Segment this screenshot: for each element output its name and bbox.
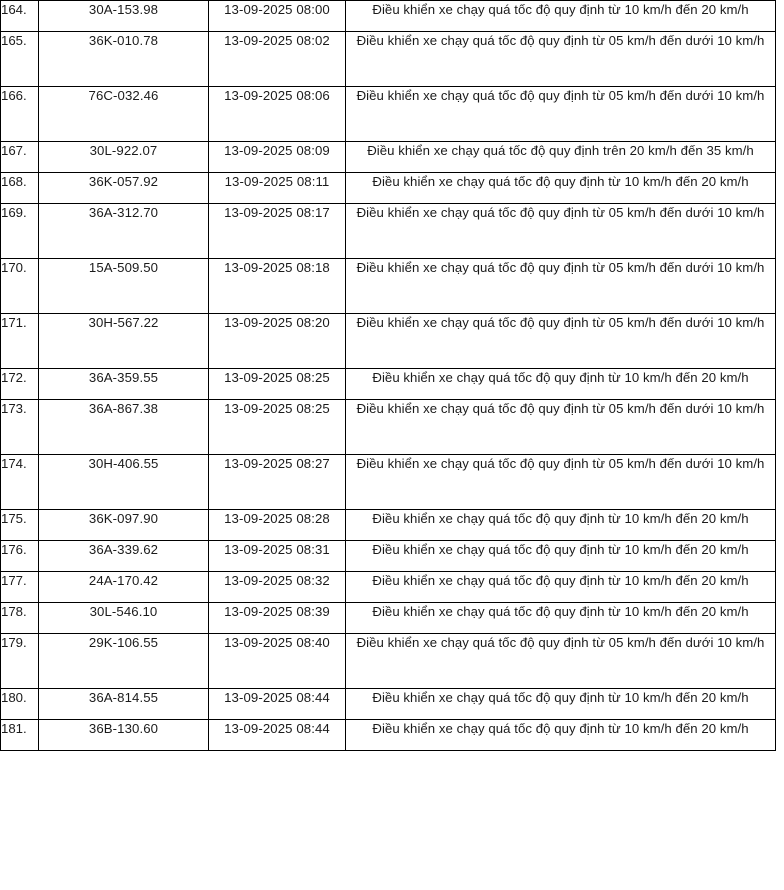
violation-description-cell: Điều khiển xe chạy quá tốc độ quy định từ 05 km/h đến dưới 10 km/h (346, 87, 776, 142)
violation-datetime-cell: 13-09-2025 08:06 (209, 87, 346, 142)
violation-datetime-cell: 13-09-2025 08:20 (209, 314, 346, 369)
violation-datetime-cell: 13-09-2025 08:25 (209, 400, 346, 455)
table-row (1, 369, 776, 400)
license-plate-cell: 36B-130.60 (39, 720, 209, 751)
row-index-cell: 166. (1, 87, 39, 142)
license-plate-cell: 36A-312.70 (39, 204, 209, 259)
license-plate-cell: 36K-010.78 (39, 32, 209, 87)
violation-description-cell: Điều khiển xe chạy quá tốc độ quy định từ 10 km/h đến 20 km/h (346, 572, 776, 603)
violation-description-cell: Điều khiển xe chạy quá tốc độ quy định trên 20 km/h đến 35 km/h (346, 142, 776, 173)
license-plate-cell: 30H-567.22 (39, 314, 209, 369)
row-index-cell: 171. (1, 314, 39, 369)
license-plate-cell: 30L-546.10 (39, 603, 209, 634)
license-plate-cell: 30A-153.98 (39, 1, 209, 32)
table-row (1, 400, 776, 455)
violation-description-cell: Điều khiển xe chạy quá tốc độ quy định từ 05 km/h đến dưới 10 km/h (346, 259, 776, 314)
row-index-cell: 181. (1, 720, 39, 751)
violation-description-cell: Điều khiển xe chạy quá tốc độ quy định từ 10 km/h đến 20 km/h (346, 369, 776, 400)
violation-datetime-cell: 13-09-2025 08:11 (209, 173, 346, 204)
row-index-cell: 178. (1, 603, 39, 634)
row-index-cell: 179. (1, 634, 39, 689)
license-plate-cell: 29K-106.55 (39, 634, 209, 689)
table-row (1, 314, 776, 369)
violation-description-cell: Điều khiển xe chạy quá tốc độ quy định từ 10 km/h đến 20 km/h (346, 603, 776, 634)
license-plate-cell: 36K-057.92 (39, 173, 209, 204)
license-plate-cell: 76C-032.46 (39, 87, 209, 142)
table-row (1, 32, 776, 87)
license-plate-cell: 30H-406.55 (39, 455, 209, 510)
violation-description-cell: Điều khiển xe chạy quá tốc độ quy định từ 05 km/h đến dưới 10 km/h (346, 204, 776, 259)
table-row (1, 541, 776, 572)
table-row (1, 259, 776, 314)
row-index-cell: 172. (1, 369, 39, 400)
license-plate-cell: 15A-509.50 (39, 259, 209, 314)
violation-datetime-cell: 13-09-2025 08:40 (209, 634, 346, 689)
license-plate-cell: 24A-170.42 (39, 572, 209, 603)
violation-description-cell: Điều khiển xe chạy quá tốc độ quy định từ 05 km/h đến dưới 10 km/h (346, 634, 776, 689)
violation-datetime-cell: 13-09-2025 08:32 (209, 572, 346, 603)
license-plate-cell: 36K-097.90 (39, 510, 209, 541)
violation-datetime-cell: 13-09-2025 08:02 (209, 32, 346, 87)
violation-datetime-cell: 13-09-2025 08:44 (209, 720, 346, 751)
table-row (1, 510, 776, 541)
violation-description-cell: Điều khiển xe chạy quá tốc độ quy định từ 10 km/h đến 20 km/h (346, 1, 776, 32)
license-plate-cell: 36A-867.38 (39, 400, 209, 455)
row-index-cell: 174. (1, 455, 39, 510)
row-index-cell: 173. (1, 400, 39, 455)
violation-description-cell: Điều khiển xe chạy quá tốc độ quy định từ 10 km/h đến 20 km/h (346, 541, 776, 572)
table-row (1, 572, 776, 603)
row-index-cell: 180. (1, 689, 39, 720)
violation-datetime-cell: 13-09-2025 08:00 (209, 1, 346, 32)
violation-datetime-cell: 13-09-2025 08:18 (209, 259, 346, 314)
license-plate-cell: 36A-359.55 (39, 369, 209, 400)
row-index-cell: 169. (1, 204, 39, 259)
table-row (1, 720, 776, 751)
table-row (1, 634, 776, 689)
violation-datetime-cell: 13-09-2025 08:39 (209, 603, 346, 634)
row-index-cell: 170. (1, 259, 39, 314)
table-row (1, 1, 776, 32)
violation-datetime-cell: 13-09-2025 08:28 (209, 510, 346, 541)
license-plate-cell: 30L-922.07 (39, 142, 209, 173)
row-index-cell: 167. (1, 142, 39, 173)
table-row (1, 142, 776, 173)
violation-datetime-cell: 13-09-2025 08:09 (209, 142, 346, 173)
row-index-cell: 164. (1, 1, 39, 32)
violation-datetime-cell: 13-09-2025 08:27 (209, 455, 346, 510)
table-row (1, 204, 776, 259)
violation-datetime-cell: 13-09-2025 08:44 (209, 689, 346, 720)
violation-datetime-cell: 13-09-2025 08:31 (209, 541, 346, 572)
violation-description-cell: Điều khiển xe chạy quá tốc độ quy định từ 05 km/h đến dưới 10 km/h (346, 32, 776, 87)
violation-datetime-cell: 13-09-2025 08:25 (209, 369, 346, 400)
violation-description-cell: Điều khiển xe chạy quá tốc độ quy định từ 05 km/h đến dưới 10 km/h (346, 400, 776, 455)
row-index-cell: 165. (1, 32, 39, 87)
violation-table-body (1, 1, 776, 751)
license-plate-cell: 36A-339.62 (39, 541, 209, 572)
violation-description-cell: Điều khiển xe chạy quá tốc độ quy định từ 05 km/h đến dưới 10 km/h (346, 455, 776, 510)
violation-datetime-cell: 13-09-2025 08:17 (209, 204, 346, 259)
violation-description-cell: Điều khiển xe chạy quá tốc độ quy định từ 10 km/h đến 20 km/h (346, 173, 776, 204)
row-index-cell: 176. (1, 541, 39, 572)
row-index-cell: 175. (1, 510, 39, 541)
violation-description-cell: Điều khiển xe chạy quá tốc độ quy định từ 05 km/h đến dưới 10 km/h (346, 314, 776, 369)
violation-description-cell: Điều khiển xe chạy quá tốc độ quy định từ 10 km/h đến 20 km/h (346, 689, 776, 720)
license-plate-cell: 36A-814.55 (39, 689, 209, 720)
table-row (1, 455, 776, 510)
row-index-cell: 168. (1, 173, 39, 204)
table-row (1, 87, 776, 142)
table-row (1, 689, 776, 720)
table-row (1, 603, 776, 634)
violation-description-cell: Điều khiển xe chạy quá tốc độ quy định từ 10 km/h đến 20 km/h (346, 720, 776, 751)
violation-description-cell: Điều khiển xe chạy quá tốc độ quy định từ 10 km/h đến 20 km/h (346, 510, 776, 541)
row-index-cell: 177. (1, 572, 39, 603)
table-row (1, 173, 776, 204)
